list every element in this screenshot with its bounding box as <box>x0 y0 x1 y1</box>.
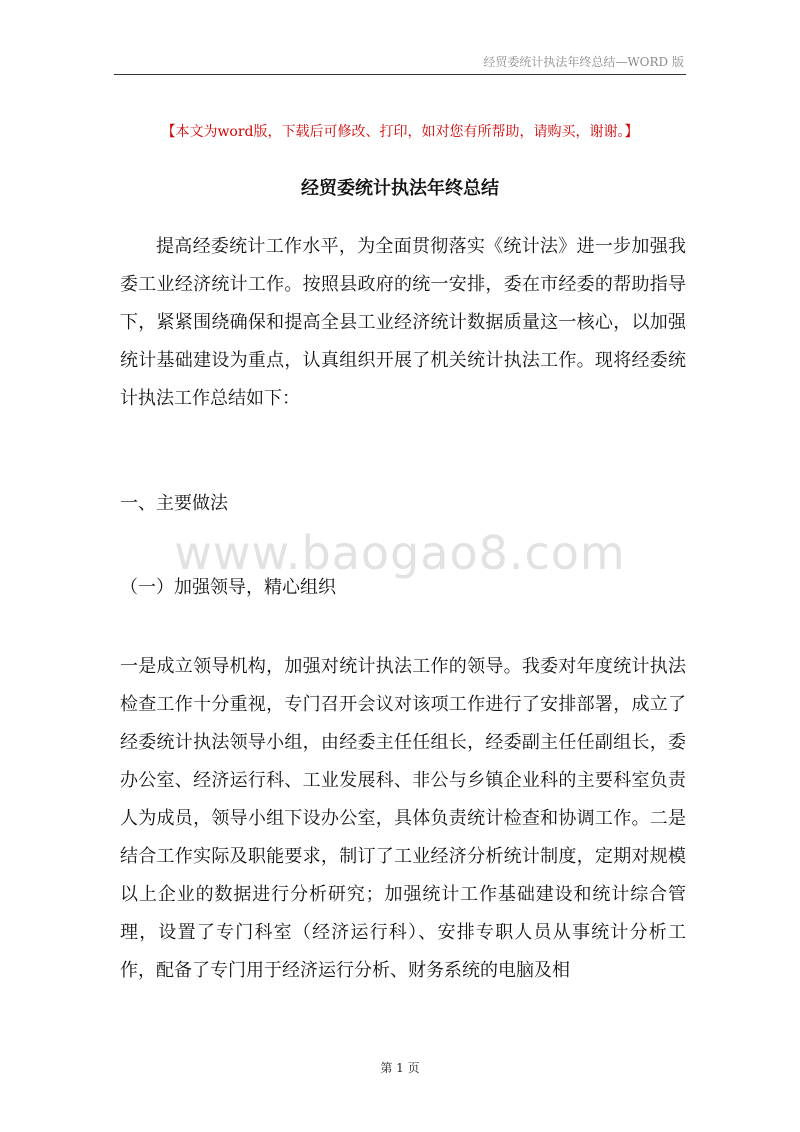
running-header: 经贸委统计执法年终总结—WORD 版 <box>483 55 684 69</box>
page-number: 第 1 页 <box>380 1061 420 1075</box>
intro-paragraph: 提高经委统计工作水平，为全面贯彻落实《统计法》进一步加强我委工业经济统计工作。按照县政府的统一安排，委在市经委的帮助指导下，紧紧围绕确保和提高全县工业经济统计数据质量这一核心，以加强统计基础建设为重点，认真组织开展了机关统计执法工作。现将经委统计执法工作总结如下： <box>120 236 686 409</box>
body-paragraph: 一是成立领导机构，加强对统计执法工作的领导。我委对年度统计执法检查工作十分重视，专门召开会议对该项工作进行了安排部署，成立了经委统计执法领导小组，由经委主任任组长，经委副主任任副组长，委办公室、经济运行科、工业发展科、非公与乡镇企业科的主要科室负责人为成员，领导小组下设办公室，具体负责统计检查和协调工作。二是结合工作实际及职能要求，制订了工业经济分析统计制度，定期对规模以上企业的数据进行分析研究；加强统计工作基础建设和统计综合管理，设置了专门科室（经济运行科）、安排专职人员从事统计分析工作，配备了专门用于经济运行分析、财务系统的电脑及相 <box>120 656 686 981</box>
document-title: 经贸委统计执法年终总结 <box>301 178 499 199</box>
header-divider <box>114 74 686 75</box>
section-heading: 一、主要做法 <box>120 493 228 514</box>
watermark: www.baogao8.com <box>174 526 626 580</box>
subsection-heading: （一）加强领导，精心组织 <box>120 577 336 598</box>
purchase-notice: 【本文为word版，下载后可修改、打印，如对您有所帮助，请购买，谢谢。】 <box>161 124 639 140</box>
